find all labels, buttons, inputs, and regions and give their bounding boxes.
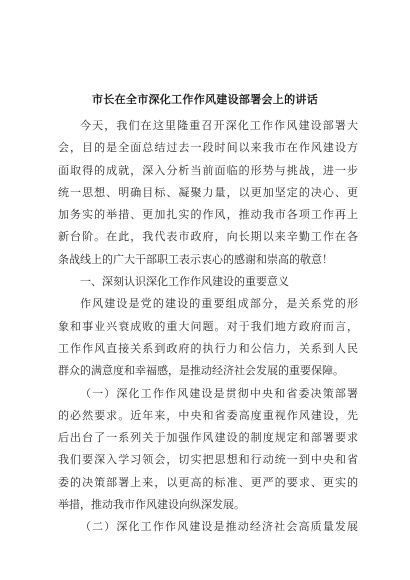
text-line: （二）深化工作作风建设是推动经济社会高质量发展 [80, 520, 358, 534]
text-line: 后出台了一系列关于加强作风建设的制度规定和部署要求 [58, 431, 358, 445]
text-line: 今天，我们在这里隆重召开深化工作作风建设部署大 [80, 119, 358, 132]
text-line: 工作作风直接关系到政府的执行力和公信力，关系到人民 [58, 341, 358, 355]
document-title: 市长在全市深化工作作风建设部署会上的讲话 [92, 93, 318, 106]
text-line: 象和事业兴衰成败的重大问题。对于我们地方政府而言， [58, 319, 358, 333]
text-line: 新台阶。在此，我代表市政府，向长期以来辛勤工作在各 [58, 230, 358, 244]
text-line: 一、深刻认识深化工作作风建设的重要意义 [80, 275, 289, 289]
text-line: 统一思想、明确目标、凝聚力量，以更加坚定的决心、更 [58, 185, 358, 199]
text-line: 面取得的成就，深入分析当前面临的形势与挑战，进一步 [58, 163, 358, 177]
text-line: 条战线上的广大干部职工表示衷心的感谢和崇高的敬意！ [58, 252, 333, 266]
text-line: 委的决策部署上来，以更高的标准、更严的要求、更实的 [58, 475, 358, 489]
text-line: 我们要深入学习领会，切实把思想和行动统一到中央和省 [58, 453, 358, 467]
text-line: 作风建设是党的建设的重要组成部分，是关系党的形 [80, 297, 358, 311]
text-line: 会，目的是全面总结过去一段时间以来我市在作风建设方 [58, 141, 358, 155]
text-line: 群众的满意度和幸福感，是推动经济社会发展的重要保障。 [58, 364, 344, 378]
document-body [58, 115, 358, 539]
text-line: 加务实的举措、更加扎实的作风，推动我市各项工作再上 [58, 208, 358, 222]
text-line: （一）深化工作作风建设是贯彻中央和省委决策部署 [80, 386, 358, 400]
text-line: 的必然要求。近年来，中央和省委高度重视作风建设，先 [58, 408, 358, 422]
text-line: 举措，推动我市作风建设向纵深发展。 [58, 498, 245, 512]
